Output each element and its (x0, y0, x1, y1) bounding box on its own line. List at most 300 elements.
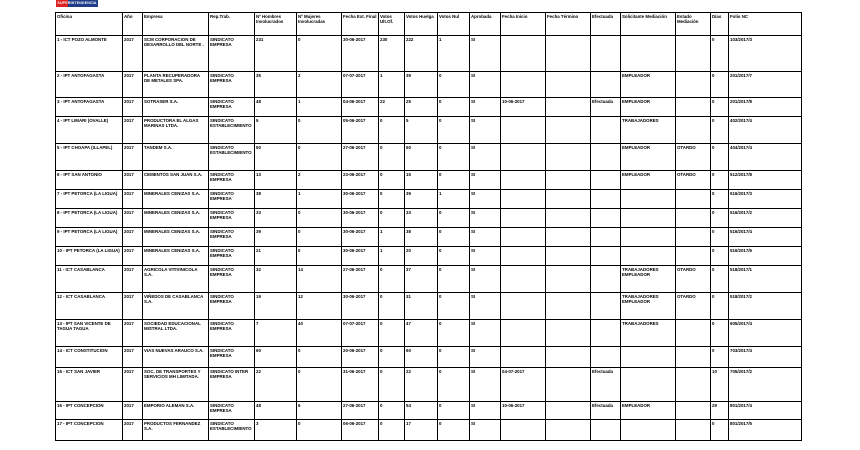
table-cell: 20-06-2017 (342, 347, 379, 368)
table-cell (621, 247, 676, 266)
table-cell: SINDICATO EMPRESA (209, 72, 255, 98)
table-header-row (56, 13, 802, 36)
table-cell (546, 266, 591, 293)
column-header: Solicitante Mediación (621, 13, 676, 36)
table-cell (676, 117, 711, 144)
column-header: Efectuada (591, 13, 621, 36)
table-cell: SI (470, 72, 501, 98)
table-cell: 13 (255, 171, 297, 190)
table-cell: Efectuada (591, 402, 621, 420)
table-cell: EMPLEADOR (621, 144, 676, 171)
table-cell: 1 (297, 190, 342, 209)
table-cell: SINDICATO ESTABLECIMIENTO (209, 117, 255, 144)
table-cell: 231 (255, 36, 297, 72)
table-cell (676, 36, 711, 72)
table-cell: 0 (297, 247, 342, 266)
table-cell (546, 420, 591, 441)
table-row (56, 98, 802, 117)
table-cell: SINDICATO EMPRESA (209, 190, 255, 209)
table-cell: 518/2017/1 (729, 266, 802, 293)
table-cell: 17 - IPT CONCEPCION (56, 420, 123, 441)
table-cell: 5 (405, 117, 438, 144)
table-cell: 0 (379, 266, 405, 293)
table-cell: 2017 (123, 293, 143, 320)
table-cell: 5 (255, 117, 297, 144)
table-cell: 402/2017/4 (729, 117, 802, 144)
table-cell: 2017 (123, 266, 143, 293)
logo-text: SUPERINTENDENCIA (57, 1, 97, 5)
table-cell: SINDICATO EMPRESA (209, 266, 255, 293)
table-cell: 21 (255, 247, 297, 266)
table-cell: 1 (438, 36, 470, 72)
table-cell (676, 347, 711, 368)
table-cell: PRODUCTORA EL ALGAS MARINAS LTDA. (143, 117, 209, 144)
table-cell (676, 320, 711, 347)
table-cell: SINDICATO EMPRESA (209, 247, 255, 266)
table-cell: 60 (255, 347, 297, 368)
table-cell: 39 (405, 72, 438, 98)
table-cell: 2017 (123, 347, 143, 368)
table-cell (676, 98, 711, 117)
table-cell (546, 320, 591, 347)
table-cell: 222 (405, 36, 438, 72)
table-cell (501, 320, 546, 347)
table-cell (621, 36, 676, 72)
table-cell: 705/2017/2 (729, 368, 802, 402)
table-cell: SI (470, 402, 501, 420)
table-cell (591, 266, 621, 293)
table-cell (621, 420, 676, 441)
table-cell: 10 (711, 368, 729, 402)
column-header: Votos Huelga (405, 13, 438, 36)
table-cell: SINDICATO EMPRESA (209, 293, 255, 320)
table-cell: EMPLEADOR (621, 72, 676, 98)
table-cell: 0 (711, 320, 729, 347)
table-cell: 0 (379, 190, 405, 209)
column-header: Días (711, 13, 729, 36)
table-row (56, 228, 802, 247)
table-cell: 404/2017/4 (729, 144, 802, 171)
table-cell: 2017 (123, 420, 143, 441)
table-cell: SINDICATO EMPRESA (209, 209, 255, 228)
table-cell: 0 (297, 420, 342, 441)
table-cell (501, 171, 546, 190)
table-cell: 32 (255, 266, 297, 293)
strikes-table (55, 12, 802, 441)
table-cell: 0 (711, 36, 729, 72)
table-cell: OTARDO (676, 171, 711, 190)
table-cell (546, 209, 591, 228)
table-cell: SI (470, 368, 501, 402)
table-cell: 0 (438, 117, 470, 144)
table-cell: SOC. DE TRANSPORTES Y SERVICIOS MH LIMITADA. (143, 368, 209, 402)
table-cell: 0 (438, 293, 470, 320)
table-cell: 0 (711, 72, 729, 98)
table-cell: EMPLEADOR (621, 402, 676, 420)
table-cell: 0 (711, 228, 729, 247)
table-row (56, 171, 802, 190)
table-cell (546, 117, 591, 144)
column-header: Fecha Inicio (501, 13, 546, 36)
table-cell: EMPLEADOR (621, 98, 676, 117)
table-cell: 0 (711, 293, 729, 320)
table-cell: 0 (438, 98, 470, 117)
table-cell: PRODUCTOS FERNANDEZ S.A. (143, 420, 209, 441)
table-cell: 2017 (123, 228, 143, 247)
table-cell: 10-06-2017 (501, 402, 546, 420)
table-cell: 1 - ICT POZO ALMONTE (56, 36, 123, 72)
table-cell: MINERALES CENIZAS S.A. (143, 190, 209, 209)
table-cell: 8 - IPT PETORCA (LA LIGUA) (56, 209, 123, 228)
table-cell (546, 190, 591, 209)
table-cell: 0 (711, 144, 729, 171)
table-cell (591, 293, 621, 320)
table-cell: 103/2017/3 (729, 36, 802, 72)
table-row (56, 190, 802, 209)
table-cell: 12 - ICT CASABLANCA (56, 293, 123, 320)
table-cell: 0 (438, 266, 470, 293)
table-cell: 0 (438, 72, 470, 98)
table-body (56, 36, 802, 441)
table-cell: 54 (405, 402, 438, 420)
table-cell (676, 72, 711, 98)
table-cell (501, 347, 546, 368)
table-cell: 1 (379, 228, 405, 247)
table-cell: 0 (379, 117, 405, 144)
table-cell: 0 (438, 144, 470, 171)
table-cell: 703/2017/4 (729, 347, 802, 368)
table-row (56, 36, 802, 72)
table-cell: 512/2017/8 (729, 171, 802, 190)
table-cell: SINDICATO ESTABLECIMIENTO (209, 144, 255, 171)
column-header: Folio NC (729, 13, 802, 36)
table-cell: OTARDO (676, 266, 711, 293)
table-cell: 0 (297, 144, 342, 171)
table-cell: 38 (405, 228, 438, 247)
table-cell: 04-06-2017 (342, 98, 379, 117)
table-cell: 518/2017/2 (729, 293, 802, 320)
column-header: Fecha Término (546, 13, 591, 36)
table-cell: PLANTA RECUPERADORA DE METALES SPA. (143, 72, 209, 98)
column-header: Aprobada (470, 13, 501, 36)
table-cell: 30-06-2017 (342, 190, 379, 209)
table-cell (591, 190, 621, 209)
table-cell: 5 - IPT CHOAPA (ILLAPEL) (56, 144, 123, 171)
table-cell (501, 266, 546, 293)
table-cell: 05-06-2017 (342, 117, 379, 144)
table-cell: 12 (297, 293, 342, 320)
table-cell: TRABAJADORES EMPLEADOR (621, 293, 676, 320)
column-header: Año (123, 13, 143, 36)
table-cell: 0 (438, 247, 470, 266)
table-cell: 0 (379, 171, 405, 190)
table-cell: SI (470, 420, 501, 441)
table-cell: 0 (711, 190, 729, 209)
table-cell: 22 (255, 368, 297, 402)
table-cell: 06-06-2017 (342, 420, 379, 441)
column-header: Votos Ult.Of. (379, 13, 405, 36)
table-cell (621, 190, 676, 209)
table-cell: SINDICATO EMPRESA (209, 347, 255, 368)
table-cell: 0 (379, 420, 405, 441)
table-cell (591, 72, 621, 98)
table-cell (546, 72, 591, 98)
table-cell: 0 (297, 209, 342, 228)
table-row (56, 247, 802, 266)
table-cell: VIÑEDOS DE CASABLANCA S.A. (143, 293, 209, 320)
table-row (56, 420, 802, 441)
table-cell (546, 36, 591, 72)
institution-logo (56, 0, 98, 7)
table-cell: 516/2017/3 (729, 190, 802, 209)
table-cell: 2017 (123, 72, 143, 98)
table-cell: 0 (379, 402, 405, 420)
table-cell: EMPLEADOR (621, 171, 676, 190)
table-cell: 6 (297, 402, 342, 420)
table-cell: 07-07-2017 (342, 72, 379, 98)
table-cell: 22 (405, 368, 438, 402)
table-cell: 201/2017/7 (729, 72, 802, 98)
table-cell: 2017 (123, 247, 143, 266)
table-cell: 04-07-2017 (501, 368, 546, 402)
table-cell: 2017 (123, 190, 143, 209)
table-cell: MINERALES CENIZAS S.A. (143, 247, 209, 266)
table-row (56, 320, 802, 347)
table-cell (591, 347, 621, 368)
table-row (56, 347, 802, 368)
table-cell: 2017 (123, 368, 143, 402)
table-cell: 19 (255, 293, 297, 320)
table-cell: SI (470, 209, 501, 228)
table-cell: 0 (379, 144, 405, 171)
table-cell (501, 117, 546, 144)
table-cell (501, 36, 546, 72)
table-cell: 9 - IPT PETORCA (LA LIGUA) (56, 228, 123, 247)
table-cell: 6 - IPT SAN ANTONIO (56, 171, 123, 190)
table-row (56, 72, 802, 98)
table-cell: 48 (255, 402, 297, 420)
table-cell: 0 (297, 347, 342, 368)
table-cell: SI (470, 266, 501, 293)
table-cell: 50 (255, 144, 297, 171)
table-cell (591, 117, 621, 144)
table-cell: 25 (405, 98, 438, 117)
table-cell: 516/2017/2 (729, 209, 802, 228)
table-cell (501, 72, 546, 98)
table-cell: 14 - ICT CONSTITUCION (56, 347, 123, 368)
table-cell (676, 209, 711, 228)
table-cell: SI (470, 247, 501, 266)
table-cell: 605/2017/4 (729, 320, 802, 347)
table-cell: 10-06-2017 (501, 98, 546, 117)
table-cell: 0 (711, 347, 729, 368)
table-row (56, 402, 802, 420)
table-cell: 0 (379, 320, 405, 347)
table-cell (591, 228, 621, 247)
column-header: Empresa (143, 13, 209, 36)
table-cell (676, 247, 711, 266)
table-cell: 2017 (123, 144, 143, 171)
table-cell: CEMENTOS SAN JUAN S.A. (143, 171, 209, 190)
table-cell: SINDICATO EMPRESA (209, 98, 255, 117)
table-row (56, 293, 802, 320)
table-cell (501, 293, 546, 320)
table-cell: 2017 (123, 209, 143, 228)
table-cell: 23-06-2017 (342, 171, 379, 190)
table-cell: 11 - ICT CASABLANCA (56, 266, 123, 293)
table-cell: 30-06-2017 (342, 36, 379, 72)
table-cell (501, 190, 546, 209)
table-cell: 4 - IPT LIMARI (OVALLE) (56, 117, 123, 144)
table-cell: OTARDO (676, 293, 711, 320)
table-row (56, 117, 802, 144)
column-header: Oficina (56, 13, 123, 36)
table-cell: SI (470, 190, 501, 209)
table-cell: 7 - IPT PETORCA (LA LIGUA) (56, 190, 123, 209)
table-cell: Efectuada (591, 98, 621, 117)
table-cell: 39 (255, 228, 297, 247)
table-cell: SI (470, 320, 501, 347)
table-cell: 0 (438, 347, 470, 368)
table-cell (591, 171, 621, 190)
table-cell: SINDICATO EMPRESA (209, 171, 255, 190)
table-cell: SCM CORPORACION DE DESARROLLO DEL NORTE . (143, 36, 209, 72)
table-cell: 50 (405, 144, 438, 171)
table-cell: 38 (255, 190, 297, 209)
table-cell: 1 (379, 72, 405, 98)
table-cell: 0 (438, 171, 470, 190)
table-cell (546, 247, 591, 266)
table-cell: 0 (379, 368, 405, 402)
table-cell: 3 (255, 420, 297, 441)
table-cell: 2017 (123, 402, 143, 420)
table-cell (676, 420, 711, 441)
table-cell: TRABAJADORES EMPLEADOR (621, 266, 676, 293)
table-cell: 29 (711, 402, 729, 420)
column-header: Nº Mujeres Involucradas (297, 13, 342, 36)
table-cell: SOTRASER S.A. (143, 98, 209, 117)
table-cell: 15 (405, 171, 438, 190)
table-cell: Efectuada (591, 368, 621, 402)
table-cell: 31 (405, 293, 438, 320)
table-cell: 0 (379, 347, 405, 368)
table-cell (621, 209, 676, 228)
table-cell: 27-06-2017 (342, 402, 379, 420)
table-cell: SI (470, 36, 501, 72)
table-cell: 0 (379, 293, 405, 320)
table-cell: 1 (379, 247, 405, 266)
table-cell: 2017 (123, 320, 143, 347)
table-cell: 35 (255, 72, 297, 98)
table-cell (501, 209, 546, 228)
table-cell: 30-06-2017 (342, 228, 379, 247)
table-cell (546, 402, 591, 420)
table-cell (591, 36, 621, 72)
table-cell: 39 (405, 190, 438, 209)
table-cell: 2 (297, 72, 342, 98)
table-cell: 22 (379, 98, 405, 117)
table-cell: SI (470, 117, 501, 144)
table-cell: 30-06-2017 (342, 293, 379, 320)
table-cell: MINERALES CENIZAS S.A. (143, 209, 209, 228)
table-cell (676, 228, 711, 247)
table-cell (591, 247, 621, 266)
table-cell (676, 368, 711, 402)
table-row (56, 266, 802, 293)
table-cell: EMPORIO ALEMAN S.A. (143, 402, 209, 420)
table-cell: SI (470, 171, 501, 190)
table-cell: 48 (255, 98, 297, 117)
table-cell: 0 (711, 171, 729, 190)
table-cell: 7 (255, 320, 297, 347)
table-cell: 0 (711, 117, 729, 144)
table-cell: 0 (711, 247, 729, 266)
column-header: Estado Mediación (676, 13, 711, 36)
table-cell: 15 - ICT SAN JAVIER (56, 368, 123, 402)
table-cell: 2 (297, 171, 342, 190)
column-header: Fecha Ext. Final (342, 13, 379, 36)
table-cell: 0 (297, 36, 342, 72)
table-cell: 27-06-2017 (342, 144, 379, 171)
table-cell: 07-07-2017 (342, 320, 379, 347)
table-cell: 37 (405, 266, 438, 293)
table-cell: 30-06-2017 (342, 247, 379, 266)
table-row (56, 209, 802, 228)
table-cell: 31-06-2017 (342, 368, 379, 402)
table-cell: 47 (405, 320, 438, 347)
table-cell: 0 (438, 402, 470, 420)
table-cell: 516/2017/6 (729, 247, 802, 266)
table-cell: 801/2017/4 (729, 402, 802, 420)
table-cell: 0 (438, 228, 470, 247)
table-cell: 1 (438, 190, 470, 209)
table-cell: 0 (438, 209, 470, 228)
table-cell: 2 - IPT ANTOFAGASTA (56, 72, 123, 98)
table-cell (546, 98, 591, 117)
table-cell: 40 (297, 320, 342, 347)
table-cell: 33 (255, 209, 297, 228)
table-row (56, 144, 802, 171)
table-cell (501, 420, 546, 441)
table-cell: VIAS NUEVAS ARAUCO S.A. (143, 347, 209, 368)
table-cell: 60 (405, 347, 438, 368)
table-cell: 20 (405, 247, 438, 266)
table-cell: 0 (711, 266, 729, 293)
table-cell: TRABAJADORES (621, 117, 676, 144)
table-cell: 0 (711, 420, 729, 441)
table-cell (676, 190, 711, 209)
table-cell (501, 247, 546, 266)
table-cell: SI (470, 144, 501, 171)
table-cell: SOCIEDAD EDUCACIONAL MISTRAL LTDA. (143, 320, 209, 347)
table-cell: 516/2017/4 (729, 228, 802, 247)
table-cell: SI (470, 347, 501, 368)
table-cell: 3 - IPT ANTOFAGASTA (56, 98, 123, 117)
table-cell: 801/2017/5 (729, 420, 802, 441)
table-cell (546, 144, 591, 171)
table-cell: SINDICATO ESTABLECIMIENTO (209, 420, 255, 441)
table-cell: 0 (438, 420, 470, 441)
table-cell: 30-06-2017 (342, 209, 379, 228)
table-cell: 33 (405, 209, 438, 228)
table-cell: AGRICOLA VITIVINICOLA S.A. (143, 266, 209, 293)
table-cell: SI (470, 293, 501, 320)
table-cell: TRABAJADORES (621, 320, 676, 347)
table-cell: 0 (297, 228, 342, 247)
table-cell: 0 (379, 209, 405, 228)
table-cell (591, 320, 621, 347)
table-cell: SINDICATO EMPRESA (209, 402, 255, 420)
